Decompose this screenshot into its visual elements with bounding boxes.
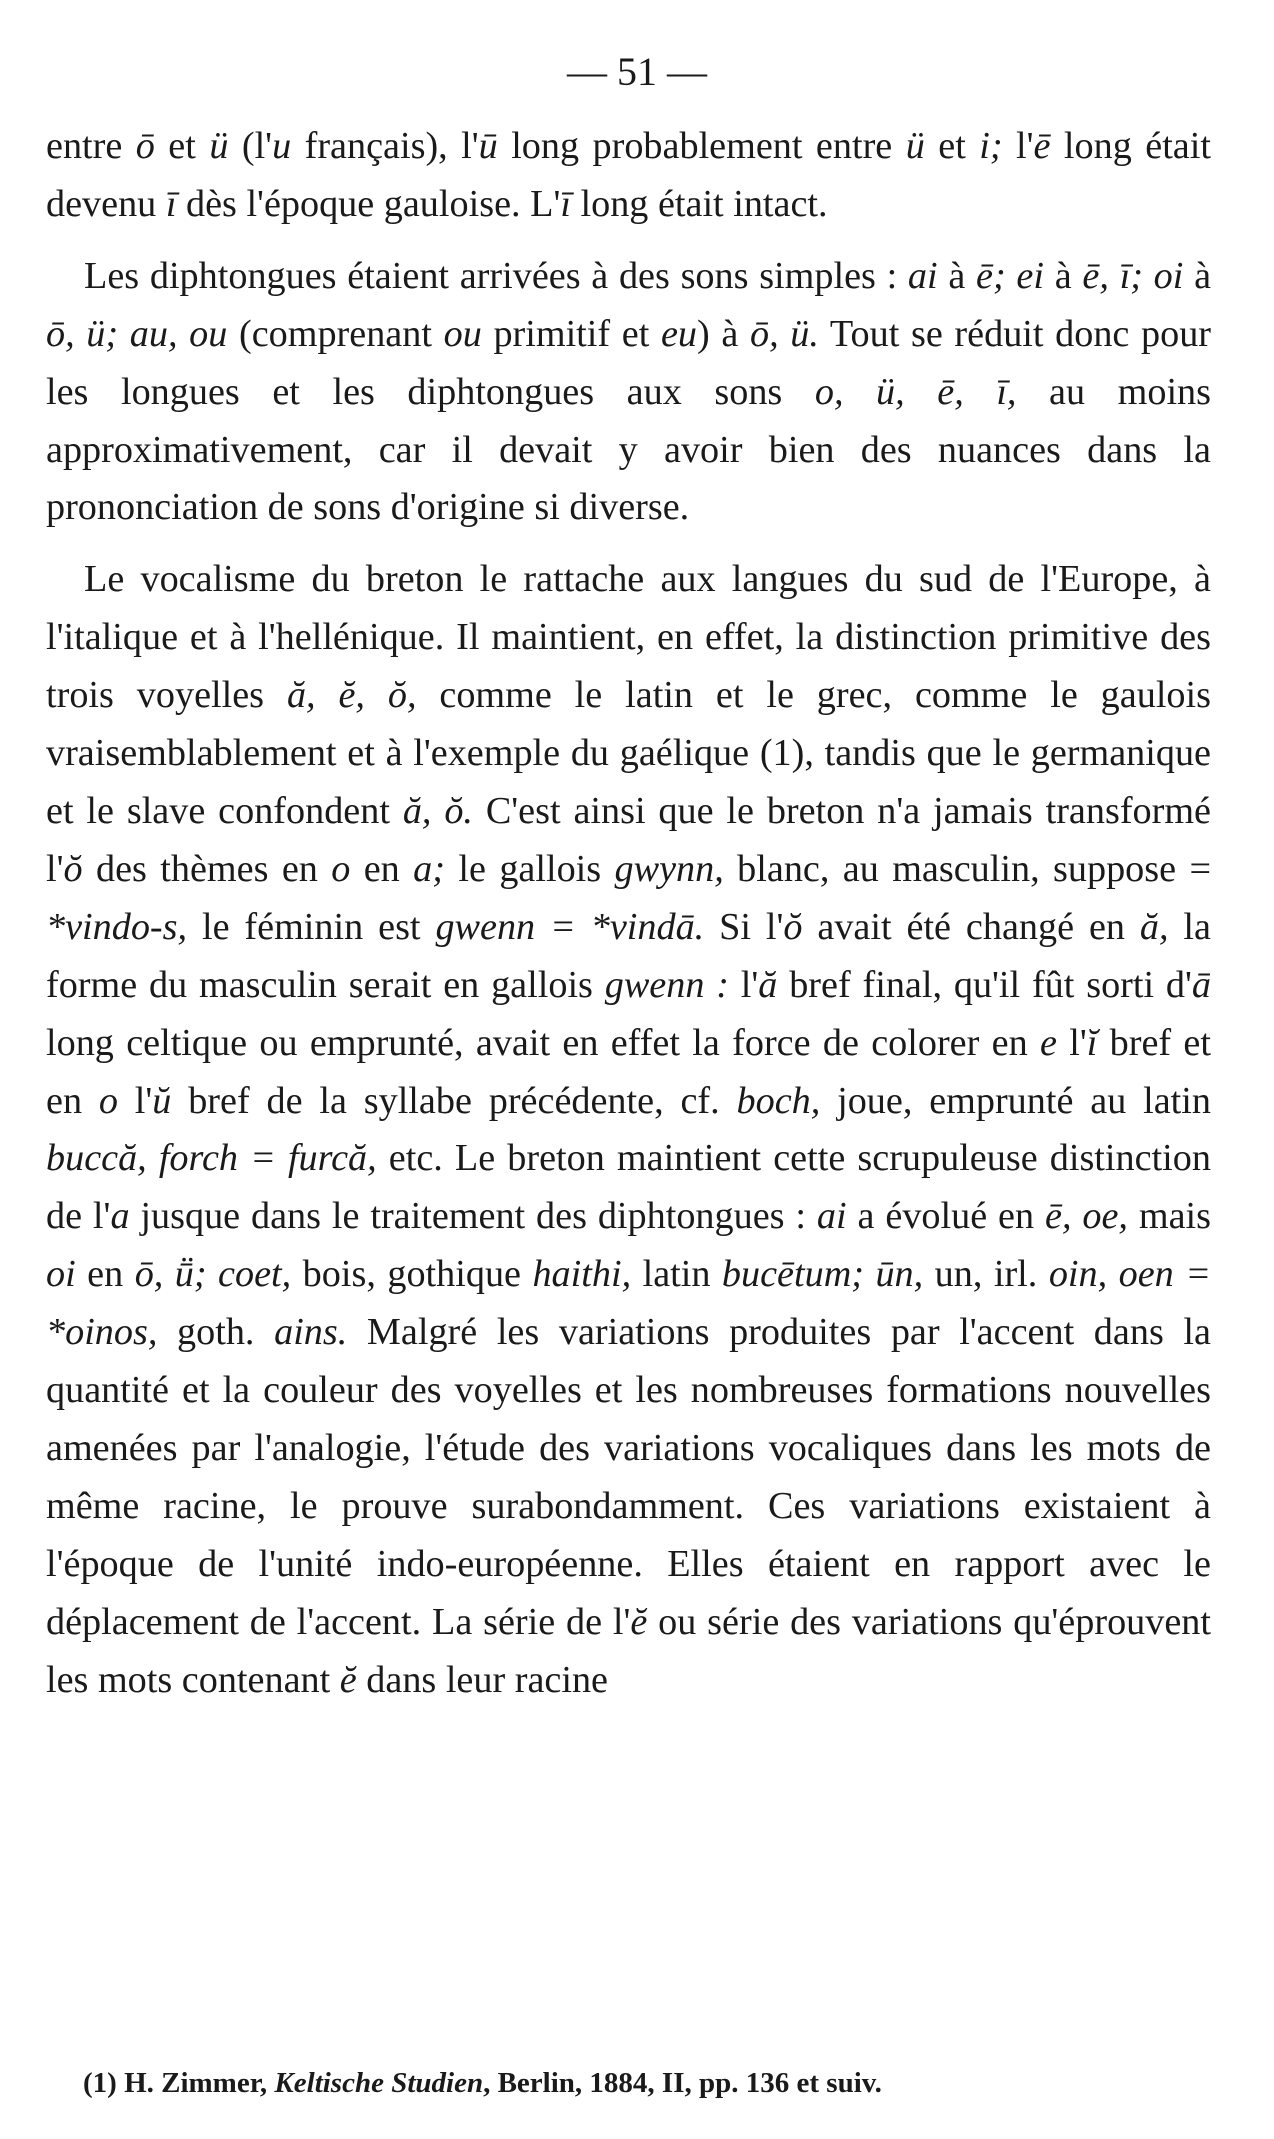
italic-term: ē;	[976, 254, 1006, 297]
text-run: entre	[46, 125, 136, 167]
italic-term: ū	[478, 125, 498, 167]
italic-term: ŭ	[152, 1079, 172, 1122]
text-run: (l'	[228, 125, 273, 167]
italic-term: gwenn :	[604, 963, 729, 1006]
page-number: — 51 —	[567, 49, 707, 94]
italic-term: a	[110, 1195, 130, 1238]
text-run: goth.	[157, 1311, 275, 1354]
text-run: la forme du masculin serait en gallois	[46, 905, 1211, 1006]
italic-term: oi	[46, 1253, 76, 1296]
text-run: avait été changé en	[802, 905, 1140, 948]
text-run: long était devenu	[46, 125, 1211, 225]
italic-term: ai	[816, 1195, 847, 1238]
italic-term: gwynn,	[614, 847, 724, 890]
italic-term: ou	[443, 312, 482, 355]
italic-term: ō, ü.	[749, 312, 819, 355]
italic-term: ei	[1016, 254, 1044, 297]
italic-term: ī	[560, 182, 571, 225]
text-run: et	[154, 125, 210, 167]
italic-term: buccă, forch = furcă,	[46, 1137, 377, 1180]
italic-term: ĕ	[339, 1658, 357, 1701]
italic-term: u	[272, 125, 292, 167]
footnote-suffix: , Berlin, 1884, II, pp. 136 et suiv.	[483, 2067, 882, 2099]
italic-term: i;	[979, 125, 1003, 167]
italic-term: ā	[1191, 963, 1211, 1006]
text-run	[1143, 255, 1154, 297]
text-run: à	[1183, 254, 1212, 297]
footnote-prefix: (1) H. Zimmer,	[83, 2067, 275, 2099]
text-run: en	[350, 847, 414, 890]
text-run: en	[75, 1253, 135, 1296]
text-run: à	[937, 254, 977, 297]
italic-term: ō, ü;	[46, 312, 119, 355]
italic-term: ains.	[274, 1311, 348, 1354]
italic-term: haithi,	[532, 1253, 632, 1296]
italic-term: bucētum; ūn,	[721, 1253, 924, 1296]
text-run: des thèmes en	[82, 847, 332, 890]
text-run: mais	[1127, 1195, 1211, 1238]
text-run: à	[1043, 254, 1083, 297]
footnote	[83, 2066, 882, 2101]
paragraph-3	[46, 551, 1211, 1709]
text-run: comme le latin et le grec, comme le gaulois vraisemblablement et à l'exemple du gaélique (1), tandis que le germanique et le slave confondent	[46, 674, 1211, 832]
italic-term: o	[331, 847, 351, 890]
text-run	[1006, 255, 1017, 297]
text-run: etc. Le breton maintient cette scrupuleuse distinction de l'	[46, 1137, 1211, 1238]
text-run: bref de la syllabe précédente, cf.	[171, 1079, 737, 1122]
text-run: Tout se réduit donc pour les longues et les diphtongues aux sons	[46, 312, 1212, 413]
italic-term: ō	[135, 125, 155, 167]
text-run: dans leur racine	[356, 1658, 609, 1701]
italic-term: a;	[413, 847, 445, 890]
text-run: long celtique ou emprunté, avait en effet la force de colorer en	[46, 1021, 1040, 1064]
italic-term: ă,	[1139, 905, 1169, 948]
text-run: dès l'époque gauloise. L'	[176, 182, 561, 225]
italic-term: eu	[660, 312, 698, 355]
text-run: l'	[1002, 125, 1034, 167]
italic-term: ĭ	[1086, 1021, 1098, 1064]
text-run: (comprenant	[227, 312, 444, 355]
italic-term: ĕ	[630, 1600, 648, 1643]
text-run: bois, gothique	[291, 1253, 533, 1296]
body-text	[46, 118, 1211, 1709]
text-run: l'	[1056, 1021, 1087, 1064]
text-run: Le vocalisme du breton le rattache aux langues du sud de l'Europe, à l'italique et à l'hellénique. Il maintient, en effet, la distinction primitive des trois voyelles	[46, 558, 1211, 717]
italic-term: e	[1039, 1021, 1057, 1064]
italic-term: ă, ĕ, ŏ,	[286, 674, 417, 717]
paragraph-2	[46, 248, 1211, 538]
italic-term: ē	[1033, 125, 1051, 167]
text-run: ) à	[697, 312, 750, 355]
text-run: français), l'	[291, 125, 479, 167]
text-run: joue, emprunté au latin	[820, 1079, 1211, 1122]
footnote-book-title: Keltische Studien	[274, 2067, 484, 2099]
italic-term: ă, ŏ.	[402, 789, 473, 832]
text-run: le gallois	[444, 847, 615, 890]
text-run: long probablement entre	[497, 125, 906, 167]
text-run: l'	[117, 1079, 153, 1122]
text-run: Malgré les variations produites par l'accent dans la quantité et la couleur des voyelles et les nombreuses formations nouvelles amenées par l'analogie, l'étude des variations vocaliques dans les mots de même racine, le prouve surabondamment. Ces variations existaient à l'époque de l'unité indo-européenne. Elles étaient en rapport avec le déplacement de l'accent. La série de l'	[46, 1311, 1211, 1643]
italic-term: ē, oe,	[1045, 1195, 1128, 1238]
text-run: jusque dans le traitement des diphtongues :	[129, 1195, 817, 1238]
italic-term: oin, oen = *oinos,	[46, 1253, 1211, 1354]
italic-term: ü	[905, 125, 925, 167]
italic-term: oi	[1153, 254, 1184, 297]
text-run: l'	[728, 963, 759, 1006]
text-run: ou série des variations qu'éprouvent les mots contenant	[46, 1600, 1211, 1701]
text-run: et	[924, 125, 980, 167]
paragraph-1	[46, 118, 1211, 234]
italic-term: ŏ	[63, 847, 83, 890]
text-run: long était intact.	[570, 182, 828, 225]
text-run: le féminin est	[187, 905, 436, 948]
text-run: Les diphtongues étaient arrivées à des sons simples :	[84, 254, 908, 297]
text-run	[118, 313, 130, 355]
text-run: bref final, qu'il fût sorti d'	[777, 963, 1192, 1006]
text-run: au moins approximativement, car il devait y avoir bien des nuances dans la prononciation de sons d'origine si diverse.	[46, 370, 1212, 529]
text-run: Si l'	[704, 905, 784, 948]
text-run: primitif et	[481, 312, 661, 355]
italic-term: o, ü, ē, ī,	[814, 370, 1017, 413]
italic-term: boch,	[736, 1079, 821, 1122]
text-run: un, irl.	[923, 1253, 1049, 1296]
italic-term: ă	[758, 963, 778, 1006]
italic-term: *vindo-s,	[46, 905, 188, 948]
italic-term: au, ou	[129, 312, 228, 355]
text-run: C'est ainsi que le breton n'a jamais transformé l'	[46, 789, 1211, 890]
italic-term: ō, ṻ; coet,	[134, 1253, 292, 1296]
italic-term: ŏ	[783, 905, 803, 948]
italic-term: o	[98, 1079, 118, 1122]
text-run: blanc, au masculin, suppose =	[723, 847, 1211, 890]
italic-term: ē, ī;	[1082, 254, 1143, 297]
italic-term: ī	[165, 182, 177, 225]
text-run: latin	[631, 1253, 722, 1296]
italic-term: ai	[907, 254, 938, 297]
italic-term: gwenn = *vindā.	[435, 905, 705, 948]
text-run: bref et en	[46, 1021, 1211, 1122]
italic-term: ü	[209, 125, 229, 167]
text-run: a évolué en	[846, 1195, 1045, 1238]
